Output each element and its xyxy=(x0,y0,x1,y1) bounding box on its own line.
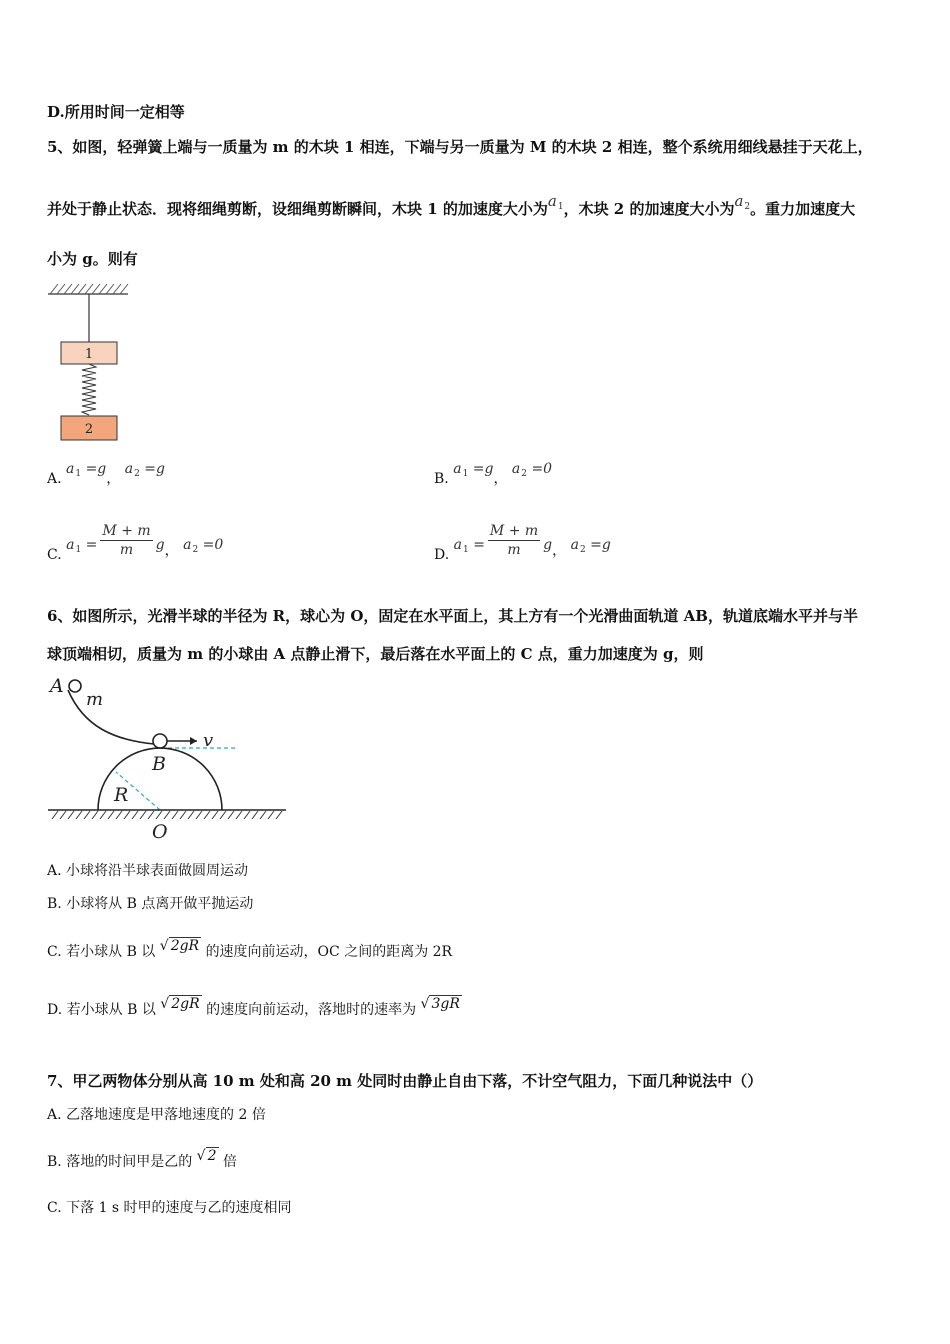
q6-label-o: O xyxy=(152,821,168,843)
q7-option-b[interactable] xyxy=(47,1148,237,1172)
q4-option-d: D.所用时间一定相等 xyxy=(47,103,185,121)
q7-option-b-pre: B. 落地的时间甲是乙的 xyxy=(47,1154,193,1170)
q5-stem-line2-c: 。重力加速度大 xyxy=(750,200,856,218)
ground-hatch xyxy=(52,811,282,819)
track-ab xyxy=(68,690,154,744)
q5-stem-line2-b: ，木块 2 的加速度大小为 xyxy=(563,200,735,218)
q6-option-d[interactable] xyxy=(47,996,462,1020)
q5-option-d[interactable]: D. $a_1$ = $\frac{M + m}{m}$ g， $a_2 =g$ xyxy=(434,523,611,563)
q6-option-c-post: 的速度向前运动，OC 之间的距离为 2R xyxy=(205,944,453,960)
q5-option-d-fraction: $\frac{M + m}{m}$ xyxy=(489,523,539,558)
q6-stem-line1: 6、如图所示，光滑半球的半径为 R，球心为 O，固定在水平面上，其上方有一个光滑曲面轨道 AB，轨道底端水平并与半 xyxy=(47,607,858,625)
ceiling-hatch xyxy=(48,284,128,294)
q5-stem-line2 xyxy=(47,192,856,222)
q7-stem: 7、甲乙两物体分别从高 10 m 处和高 20 m 处同时由静止自由下落，不计空气阻力，下面几种说法中（） xyxy=(47,1072,763,1090)
q7-option-c[interactable]: C. 下落 1 s 时甲的速度与乙的速度相同 xyxy=(47,1200,292,1216)
q5-option-b-formula: $a_1 =g$ xyxy=(453,461,494,479)
q7-option-b-post: 倍 xyxy=(222,1154,237,1170)
q5-option-a-formula: $a_1 =g$ xyxy=(66,461,107,479)
q5-option-c[interactable]: C. $a_1$ = $\frac{M + m}{m}$ g， $a_2 =0$ xyxy=(47,523,224,563)
q5-option-d-formula2: $a_2 =g$ xyxy=(570,536,611,555)
block-2-label: 2 xyxy=(84,422,94,437)
q6-option-b[interactable]: B. 小球将从 B 点离开做平抛运动 xyxy=(47,896,254,912)
q5-stem-line3: 小为 g。则有 xyxy=(47,250,138,268)
q5-option-c-formula2: $a_2 =0$ xyxy=(183,536,224,555)
q6-label-v: v xyxy=(203,730,214,751)
q6-option-c[interactable] xyxy=(47,938,453,962)
q7-option-a[interactable]: A. 乙落地速度是甲落地速度的 2 倍 xyxy=(47,1107,266,1123)
q6-option-d-pre: D. 若小球从 B 以 xyxy=(47,1002,156,1018)
q7-option-b-sqrt: √ 2 xyxy=(196,1148,217,1164)
q5-option-c-lhs: $a_1$ = xyxy=(66,536,98,555)
ball-b xyxy=(153,734,167,748)
q5-stem-line1: 5、如图，轻弹簧上端与一质量为 m 的木块 1 相连，下端与另一质量为 M 的木块 2 相连，整个系统用细线悬挂于天花上， xyxy=(47,138,873,156)
q6-label-m: m xyxy=(86,689,104,710)
q5-option-c-label: C. xyxy=(47,546,62,563)
q6-option-c-pre: C. 若小球从 B 以 xyxy=(47,944,156,960)
ball-a xyxy=(69,680,81,692)
q5-option-a-formula2: $a_2 =g$ xyxy=(124,461,165,479)
q6-option-d-mid: 的速度向前运动，落地时的速率为 xyxy=(206,1002,417,1018)
q5-option-b-formula2: $a_2 =0$ xyxy=(511,461,553,479)
q5-option-b[interactable]: B. $a_1 =g$， $a_2 =0$ xyxy=(434,461,553,487)
q5-figure xyxy=(44,280,134,445)
q5-stem-line2-a: 并处于静止状态．现将细绳剪断，设细绳剪断瞬间，木块 1 的加速度大小为 xyxy=(47,200,548,218)
q6-label-r: R xyxy=(114,784,129,806)
q5-option-d-label: D. xyxy=(434,546,450,563)
q5-option-a-label: A. xyxy=(47,471,62,487)
q5-option-d-lhs: $a_1$ = xyxy=(453,536,485,555)
spring xyxy=(82,364,96,415)
q6-stem-line2: 球顶端相切，质量为 m 的小球由 A 点静止滑下，最后落在水平面上的 C 点，重力加速度为 g，则 xyxy=(47,645,704,663)
q5-a2-symbol: $a_2$ xyxy=(734,192,751,212)
q6-option-d-sqrt2: √ 3gR xyxy=(420,996,460,1012)
q6-label-b: B xyxy=(152,753,166,775)
q6-option-d-sqrt: √ 2gR xyxy=(160,996,200,1012)
q6-option-c-sqrt: √ 2gR xyxy=(159,938,200,954)
q5-option-b-label: B. xyxy=(434,471,449,487)
q6-option-a[interactable]: A. 小球将沿半球表面做圆周运动 xyxy=(47,863,249,879)
q6-label-a: A xyxy=(50,675,64,697)
q5-option-a[interactable]: A. $a_1 =g$， $a_2 =g$ xyxy=(47,461,165,487)
q5-option-c-fraction: $\frac{M + m}{m}$ xyxy=(102,523,151,558)
q5-a1-symbol: $a_1$ xyxy=(547,192,564,212)
block-1-label: 1 xyxy=(84,347,94,362)
q6-figure xyxy=(44,672,294,844)
